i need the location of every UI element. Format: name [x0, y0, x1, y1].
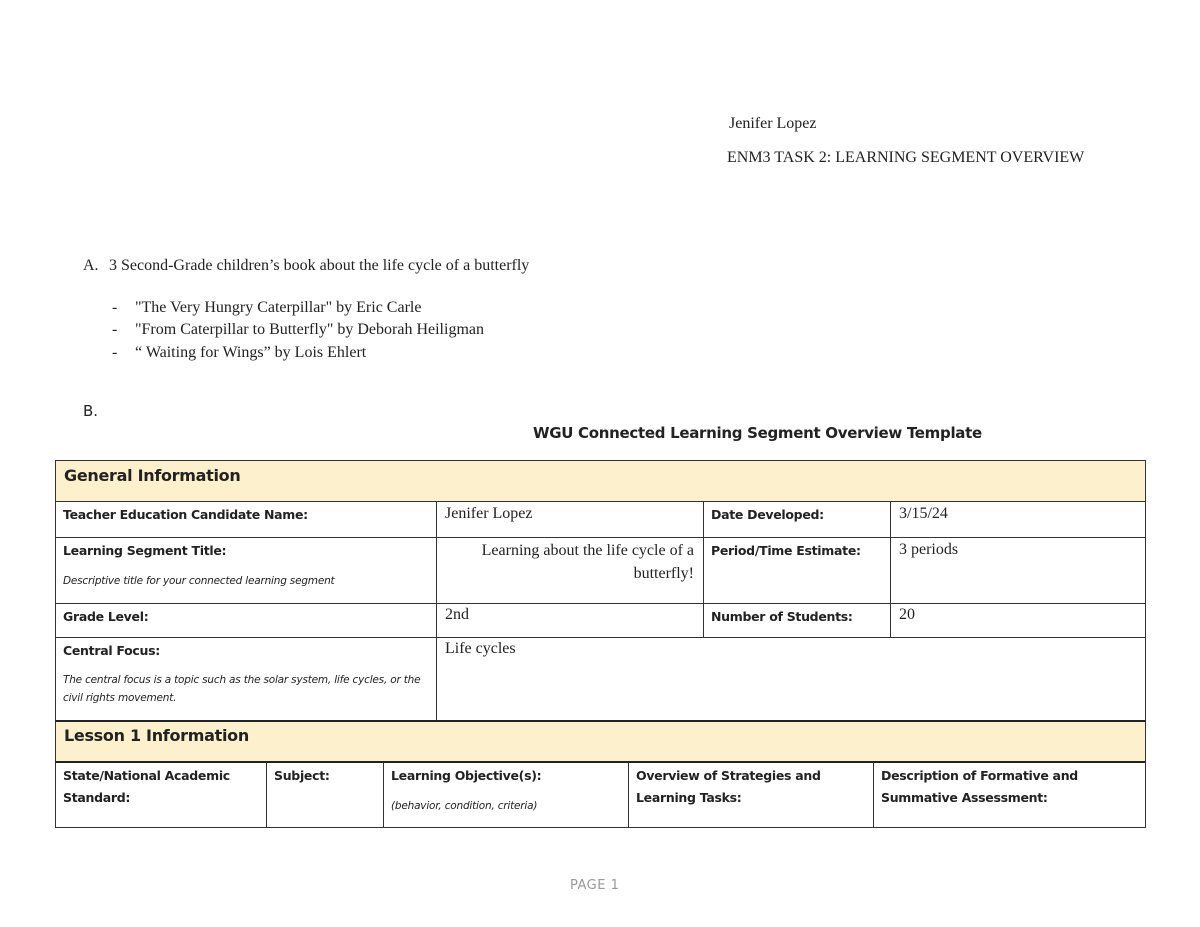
book-title: "From Caterpillar to Butterfly" by Deborah Heiligman [135, 321, 484, 338]
date-value: 3/15/24 [899, 505, 948, 522]
assessment-label: Description of Formative and Summative Assessment: [881, 768, 1078, 805]
list-item: - "The Very Hungry Caterpillar" by Eric Carle [112, 299, 422, 316]
focus-value-cell [436, 637, 1146, 722]
strategies-cell [628, 761, 874, 828]
students-label: Number of Students: [711, 609, 853, 624]
period-label-cell [703, 537, 891, 604]
lesson1-header [55, 720, 1146, 763]
segment-title-note: Descriptive title for your connected learning segment [63, 575, 335, 587]
task-title: ENM3 TASK 2: LEARNING SEGMENT OVERVIEW [727, 149, 1085, 166]
students-value: 20 [899, 606, 915, 623]
lesson1-heading: Lesson 1 Information [64, 726, 249, 745]
section-a-heading [83, 257, 529, 275]
focus-label: Central Focus: [63, 643, 160, 658]
objective-cell [383, 761, 629, 828]
standard-cell [55, 761, 267, 828]
focus-note: The central focus is a topic such as the solar system, life cycles, or the civil rights movement. [63, 674, 421, 704]
students-label-cell [703, 603, 891, 638]
segment-title-label: Learning Segment Title: [63, 543, 227, 558]
list-item: - “ Waiting for Wings” by Lois Ehlert [112, 344, 367, 361]
segment-title-value: Learning about the life cycle of a butterfly! [481, 542, 694, 582]
section-a-text: 3 Second-Grade children’s book about the life cycle of a butterfly [109, 257, 530, 274]
book-title: "The Very Hungry Caterpillar" by Eric Carle [135, 299, 422, 316]
candidate-label: Teacher Education Candidate Name: [63, 507, 308, 522]
period-label: Period/Time Estimate: [711, 543, 861, 558]
students-value-cell [890, 603, 1146, 638]
focus-value: Life cycles [445, 640, 516, 657]
candidate-value: Jenifer Lopez [445, 505, 533, 522]
author-name: Jenifer Lopez [729, 115, 817, 132]
objective-note: (behavior, condition, criteria) [391, 800, 538, 812]
general-info-heading: General Information [64, 466, 241, 485]
focus-label-cell [55, 637, 437, 722]
date-label: Date Developed: [711, 507, 824, 522]
book-title: “ Waiting for Wings” by Lois Ehlert [135, 344, 367, 361]
subject-label: Subject: [274, 768, 330, 783]
segment-title-value-cell [436, 537, 704, 604]
grade-value: 2nd [445, 606, 469, 623]
date-label-cell [703, 501, 891, 538]
objective-label: Learning Objective(s): [391, 768, 542, 783]
strategies-label: Overview of Strategies and Learning Tasks: [636, 768, 821, 805]
period-value: 3 periods [899, 541, 959, 558]
grade-value-cell [436, 603, 704, 638]
template-title: WGU Connected Learning Segment Overview Template [533, 424, 982, 442]
date-value-cell [890, 501, 1146, 538]
section-b-label: B. [83, 402, 99, 420]
period-value-cell [890, 537, 1146, 604]
page-number: PAGE 1 [570, 878, 620, 893]
list-item: - "From Caterpillar to Butterfly" by Deborah Heiligman [112, 321, 484, 338]
candidate-label-cell [55, 501, 437, 538]
general-info-header [55, 460, 1146, 502]
grade-label-cell [55, 603, 437, 638]
grade-label: Grade Level: [63, 609, 149, 624]
section-a-label: A. [83, 257, 99, 274]
subject-cell [266, 761, 384, 828]
candidate-value-cell [436, 501, 704, 538]
segment-title-label-cell [55, 537, 437, 604]
standard-label: State/National Academic Standard: [63, 768, 230, 805]
assessment-cell [873, 761, 1146, 828]
